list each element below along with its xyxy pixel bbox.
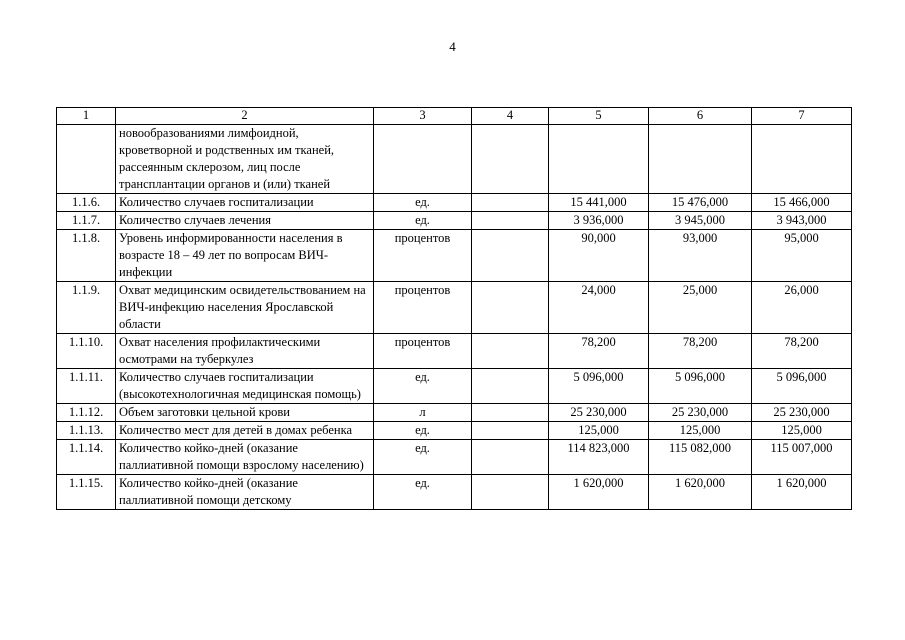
- indicator-name: Количество койко-дней (оказание паллиативной помощи взрослому населению): [116, 440, 374, 475]
- unit-cell: ед.: [374, 369, 472, 404]
- unit-cell: процентов: [374, 334, 472, 369]
- column-4-cell: [472, 282, 549, 334]
- value-col6: 78,200: [649, 334, 752, 369]
- indicator-name: Количество случаев госпитализации: [116, 194, 374, 212]
- value-col6: [649, 125, 752, 194]
- indicator-name: Количество койко-дней (оказание паллиативной помощи детскому: [116, 475, 374, 510]
- value-col7: 5 096,000: [752, 369, 852, 404]
- value-col5: 1 620,000: [549, 475, 649, 510]
- row-number: 1.1.14.: [57, 440, 116, 475]
- value-col6: 93,000: [649, 230, 752, 282]
- row-number: 1.1.6.: [57, 194, 116, 212]
- table-body: [57, 125, 852, 510]
- indicator-name: Объем заготовки цельной крови: [116, 404, 374, 422]
- indicator-name: Охват медицинским освидетельствованием на ВИЧ-инфекцию населения Ярославской области: [116, 282, 374, 334]
- value-col5: 125,000: [549, 422, 649, 440]
- value-col6: 15 476,000: [649, 194, 752, 212]
- row-number: 1.1.10.: [57, 334, 116, 369]
- table-row: [57, 422, 852, 440]
- unit-cell: [374, 125, 472, 194]
- value-col7: 1 620,000: [752, 475, 852, 510]
- unit-cell: ед.: [374, 194, 472, 212]
- row-number: 1.1.11.: [57, 369, 116, 404]
- value-col7: 78,200: [752, 334, 852, 369]
- header-cell: 1: [57, 108, 116, 125]
- table-row: [57, 194, 852, 212]
- column-4-cell: [472, 230, 549, 282]
- unit-cell: ед.: [374, 212, 472, 230]
- header-cell: 6: [649, 108, 752, 125]
- value-col6: 1 620,000: [649, 475, 752, 510]
- unit-cell: процентов: [374, 230, 472, 282]
- table-row: [57, 125, 852, 194]
- value-col5: 24,000: [549, 282, 649, 334]
- value-col6: 5 096,000: [649, 369, 752, 404]
- column-4-cell: [472, 194, 549, 212]
- table-row: [57, 475, 852, 510]
- column-4-cell: [472, 440, 549, 475]
- value-col6: 125,000: [649, 422, 752, 440]
- table-row: [57, 369, 852, 404]
- value-col7: 15 466,000: [752, 194, 852, 212]
- row-number: 1.1.12.: [57, 404, 116, 422]
- column-4-cell: [472, 212, 549, 230]
- table-row: [57, 212, 852, 230]
- indicator-name: Количество мест для детей в домах ребенка: [116, 422, 374, 440]
- value-col5: 25 230,000: [549, 404, 649, 422]
- unit-cell: ед.: [374, 422, 472, 440]
- header-cell: 4: [472, 108, 549, 125]
- table-row: [57, 334, 852, 369]
- value-col7: 25 230,000: [752, 404, 852, 422]
- column-4-cell: [472, 404, 549, 422]
- value-col7: 115 007,000: [752, 440, 852, 475]
- row-number: [57, 125, 116, 194]
- row-number: 1.1.8.: [57, 230, 116, 282]
- value-col6: 25 230,000: [649, 404, 752, 422]
- value-col5: 78,200: [549, 334, 649, 369]
- column-4-cell: [472, 125, 549, 194]
- value-col7: 26,000: [752, 282, 852, 334]
- unit-cell: ед.: [374, 440, 472, 475]
- page-number: 4: [449, 39, 456, 54]
- column-4-cell: [472, 475, 549, 510]
- value-col7: [752, 125, 852, 194]
- header-cell: 7: [752, 108, 852, 125]
- table-row: [57, 404, 852, 422]
- row-number: 1.1.9.: [57, 282, 116, 334]
- value-col7: 3 943,000: [752, 212, 852, 230]
- indicator-name: Охват населения профилактическими осмотрами на туберкулез: [116, 334, 374, 369]
- indicator-name: Количество случаев госпитализации (высокотехнологичная медицинская помощь): [116, 369, 374, 404]
- unit-cell: процентов: [374, 282, 472, 334]
- value-col5: 3 936,000: [549, 212, 649, 230]
- value-col7: 95,000: [752, 230, 852, 282]
- table-row: [57, 282, 852, 334]
- value-col5: 15 441,000: [549, 194, 649, 212]
- row-number: 1.1.15.: [57, 475, 116, 510]
- header-cell: 3: [374, 108, 472, 125]
- unit-cell: ед.: [374, 475, 472, 510]
- value-col5: 114 823,000: [549, 440, 649, 475]
- column-4-cell: [472, 369, 549, 404]
- row-number: 1.1.7.: [57, 212, 116, 230]
- header-row: [57, 108, 852, 125]
- indicators-table: [56, 107, 852, 510]
- indicator-name: новообразованиями лимфоидной, кроветворной и родственных им тканей, рассеянным склерозом, лиц после трансплантации органов и (или) тканей: [116, 125, 374, 194]
- value-col6: 3 945,000: [649, 212, 752, 230]
- table-row: [57, 230, 852, 282]
- header-cell: 5: [549, 108, 649, 125]
- value-col5: 5 096,000: [549, 369, 649, 404]
- indicator-name: Количество случаев лечения: [116, 212, 374, 230]
- table-row: [57, 440, 852, 475]
- value-col6: 25,000: [649, 282, 752, 334]
- indicator-name: Уровень информированности населения в возрасте 18 – 49 лет по вопросам ВИЧ-инфекции: [116, 230, 374, 282]
- value-col5: [549, 125, 649, 194]
- row-number: 1.1.13.: [57, 422, 116, 440]
- value-col7: 125,000: [752, 422, 852, 440]
- column-4-cell: [472, 422, 549, 440]
- unit-cell: л: [374, 404, 472, 422]
- value-col6: 115 082,000: [649, 440, 752, 475]
- header-cell: 2: [116, 108, 374, 125]
- value-col5: 90,000: [549, 230, 649, 282]
- column-4-cell: [472, 334, 549, 369]
